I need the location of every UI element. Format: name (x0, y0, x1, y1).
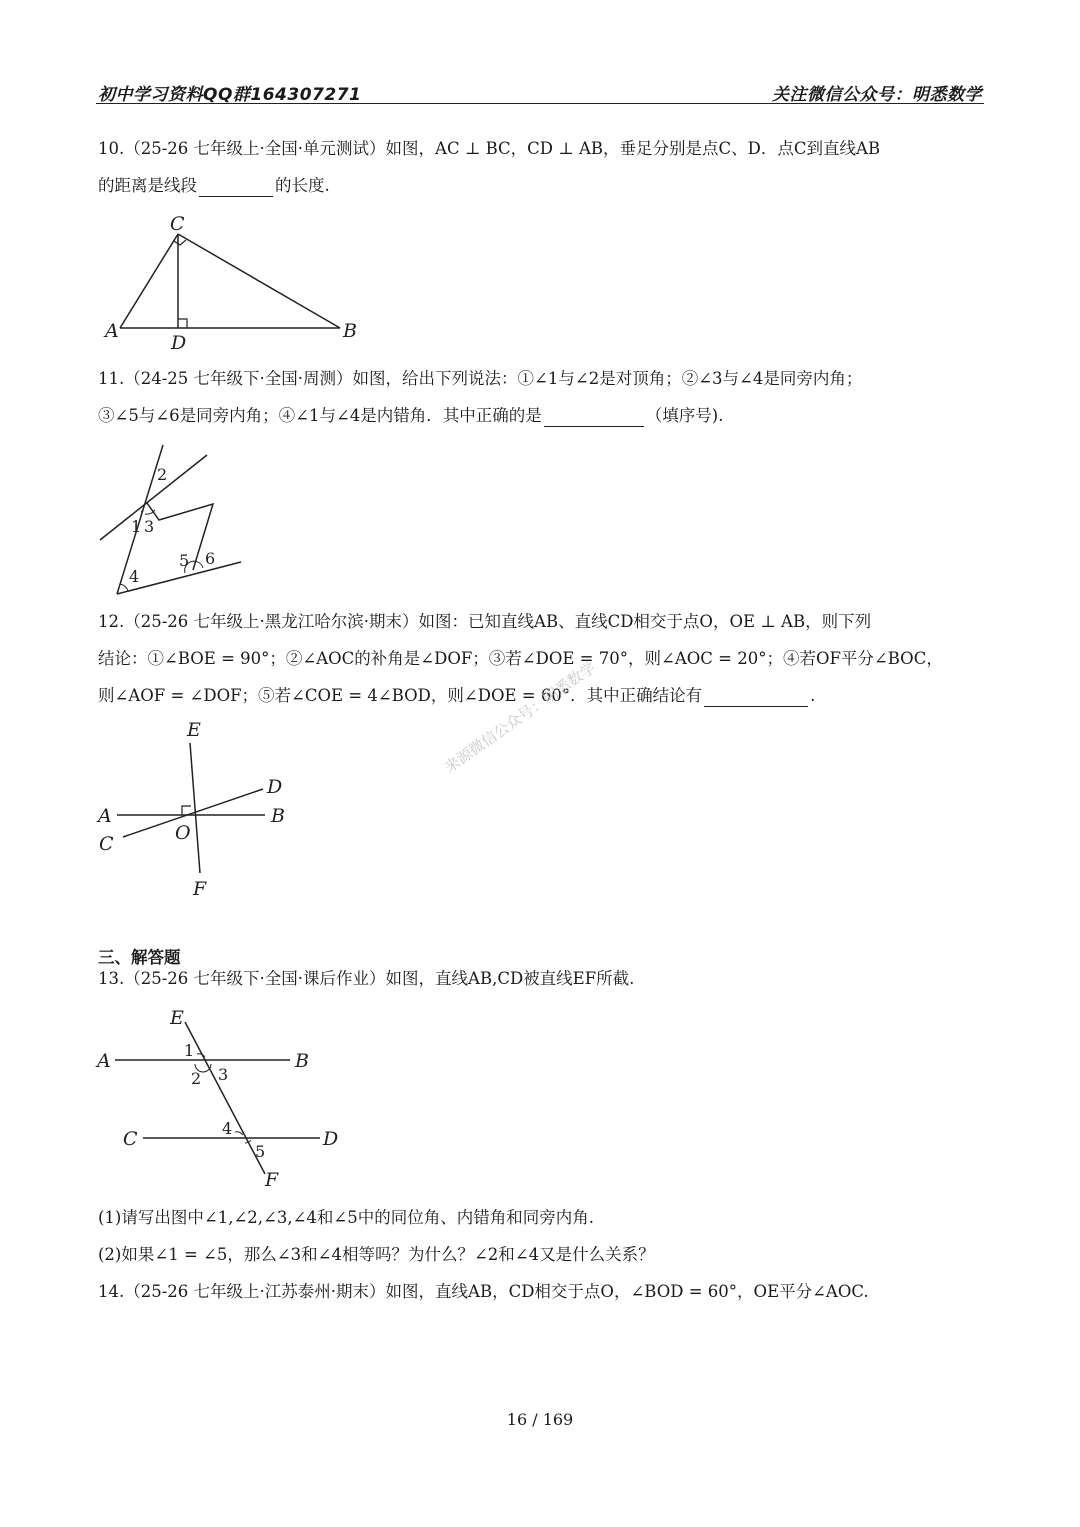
q12-figure (95, 715, 295, 900)
q13-label-4: 4 (222, 1119, 233, 1138)
q12-label-O: O (175, 822, 191, 844)
q10-line1: 10.（25-26 七年级上·全国·单元测试）如图，AC ⊥ BC，CD ⊥ AB，垂足分别是点C、D．点C到直线AB (98, 139, 881, 158)
header-rule (96, 103, 984, 104)
q10-label-C: C (170, 213, 185, 235)
header-left-text: 初中学习资料QQ群164307271 (98, 85, 362, 105)
q11-label-2: 2 (157, 465, 168, 484)
q12-line3-b: . (810, 686, 816, 705)
q12-label-E: E (187, 719, 201, 741)
q12-label-C: C (99, 833, 114, 855)
q14-line1: 14.（25-26 七年级上·江苏泰州·期末）如图，直线AB，CD相交于点O，∠BOD = 60°，OE平分∠AOC. (98, 1282, 869, 1301)
q10-right-angle-C (174, 240, 186, 245)
page-number: 16 / 169 (506, 1410, 574, 1429)
q13-label-B: B (295, 1050, 309, 1072)
q13-sub2: (2)如果∠1 = ∠5，那么∠3和∠4相等吗？为什么？∠2和∠4又是什么关系？ (98, 1245, 655, 1264)
q12-line3 (98, 685, 815, 707)
q11-label-3: 3 (144, 517, 155, 536)
q13-label-D: D (323, 1128, 339, 1150)
q13-label-F: F (265, 1169, 279, 1191)
q10-segment-AC (120, 234, 178, 328)
watermark-text: 来源微信公众号：明悉数学 (441, 658, 599, 777)
q13-line1: 13.（25-26 七年级下·全国·课后作业）如图，直线AB,CD被直线EF所截. (98, 969, 635, 988)
q13-line-EF (185, 1022, 265, 1174)
q11-label-1: 1 (131, 517, 142, 536)
q13-label-C: C (123, 1128, 138, 1150)
q11-arc-4 (120, 584, 128, 591)
q10-line2-a: 的距离是线段 (98, 176, 197, 195)
q10-label-B: B (343, 320, 357, 342)
q12-line2: 结论：①∠BOE = 90°；②∠AOC的补角是∠DOF；③若∠DOE = 70°，则∠AOC = 20°；④若OF平分∠BOC， (98, 649, 943, 668)
q12-line-EF (190, 743, 200, 873)
q12-label-A: A (98, 805, 112, 827)
q11-arc-3 (145, 510, 155, 514)
q11-line1: 11.（24-25 七年级下·全国·周测）如图，给出下列说法：①∠1与∠2是对顶角；②∠3与∠4是同旁内角； (98, 369, 863, 388)
q13-figure (95, 1002, 355, 1192)
q10-figure (100, 210, 370, 355)
q11-label-5: 5 (179, 551, 190, 570)
q11-label-4: 4 (129, 567, 140, 586)
q11-label-6: 6 (205, 549, 216, 568)
q12-line-CD (123, 789, 263, 837)
q10-answer-blank (199, 178, 273, 197)
q12-line3-a: 则∠AOF = ∠DOF；⑤若∠COE = 4∠BOD，则∠DOE = 60°．其中正确结论有 (98, 686, 703, 705)
q12-label-B: B (271, 805, 285, 827)
q10-right-angle-D (178, 319, 187, 328)
q10-line2 (98, 175, 330, 197)
q10-label-D: D (171, 332, 187, 354)
q13-label-E: E (170, 1007, 184, 1029)
q11-line2 (98, 405, 723, 427)
q11-line2-b: （填序号). (645, 406, 724, 425)
q13-label-2: 2 (191, 1069, 202, 1088)
q10-segment-CB (178, 234, 340, 328)
q13-label-1: 1 (184, 1041, 195, 1060)
q13-label-5: 5 (255, 1142, 266, 1161)
section3-title: 三、解答题 (98, 948, 181, 967)
q11-figure (95, 440, 255, 600)
header-right-text: 关注微信公众号：明悉数学 (772, 85, 982, 105)
q12-answer-blank (704, 688, 808, 707)
q13-label-A: A (97, 1050, 111, 1072)
q10-label-A: A (105, 320, 119, 342)
q13-sub1: (1)请写出图中∠1,∠2,∠3,∠4和∠5中的同位角、内错角和同旁内角. (98, 1208, 594, 1227)
q12-line1: 12.（25-26 七年级上·黑龙江哈尔滨·期末）如图：已知直线AB、直线CD相交于点O，OE ⊥ AB，则下列 (98, 612, 872, 631)
q12-label-D: D (267, 776, 283, 798)
q13-arc-4 (235, 1132, 243, 1135)
q12-label-F: F (193, 878, 207, 900)
q13-label-3: 3 (218, 1065, 229, 1084)
q11-line2-a: ③∠5与∠6是同旁内角；④∠1与∠4是内错角．其中正确的是 (98, 406, 542, 425)
q10-line2-b: 的长度. (275, 176, 330, 195)
q11-answer-blank (544, 408, 644, 427)
